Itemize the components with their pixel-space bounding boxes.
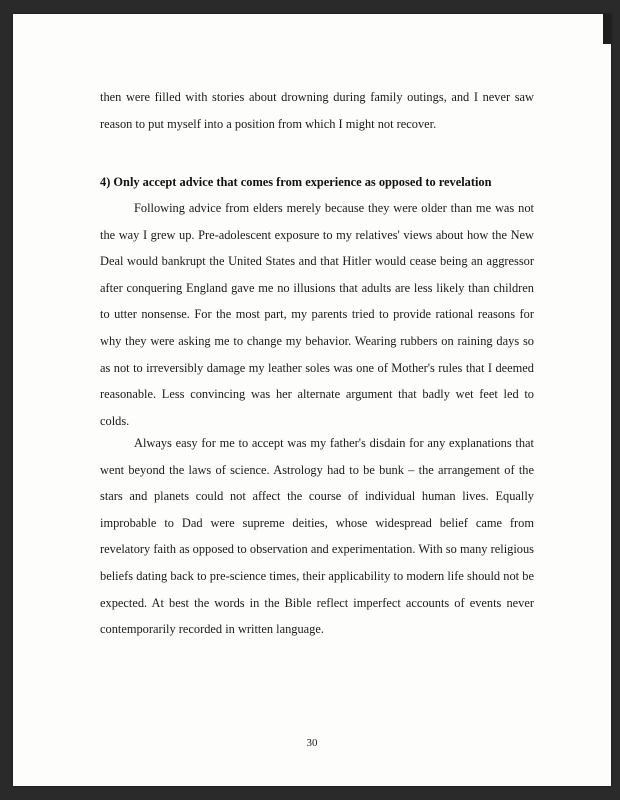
page-number: 30 <box>306 737 318 749</box>
paragraph-advice: Following advice from elders merely because they were older than me was not the way I grew up. Pre-adolescent exposure to my relatives' views about how the New Deal would bankrupt the United States and that Hitler would cease being an aggressor after conquering England gave me no illusions that adults are less likely than children to utter nonsense. For the most part, my parents tried to provide rational reasons for why they were asking me to change my behavior. Wearing rubbers on raining days so as not to irreversibly damage my leather soles was one of Mother's rules that I deemed reasonable. Less convincing was her alternate argument that badly wet feet led to colds. <box>100 201 534 428</box>
continuation-paragraph: then were filled with stories about drowning during family outings, and I never saw reason to put myself into a position from which I might not recover. <box>100 90 534 131</box>
paragraph-father: Always easy for me to accept was my father's disdain for any explanations that went beyond the laws of science. Astrology had to be bunk – the arrangement of the stars and planets could not affect the course of individual human lives. Equally improbable to Dad were supreme deities, whose widespread belief came from revelatory faith as opposed to observation and experimentation. With so many religious beliefs dating back to pre-science times, their applicability to modern life should not be expected. At best the words in the Bible reflect imperfect accounts of events never contemporarily recorded in written language. <box>100 436 534 637</box>
binder-clip <box>603 14 611 44</box>
document-page <box>13 14 611 786</box>
section-heading: 4) Only accept advice that comes from experience as opposed to revelation <box>100 175 492 189</box>
